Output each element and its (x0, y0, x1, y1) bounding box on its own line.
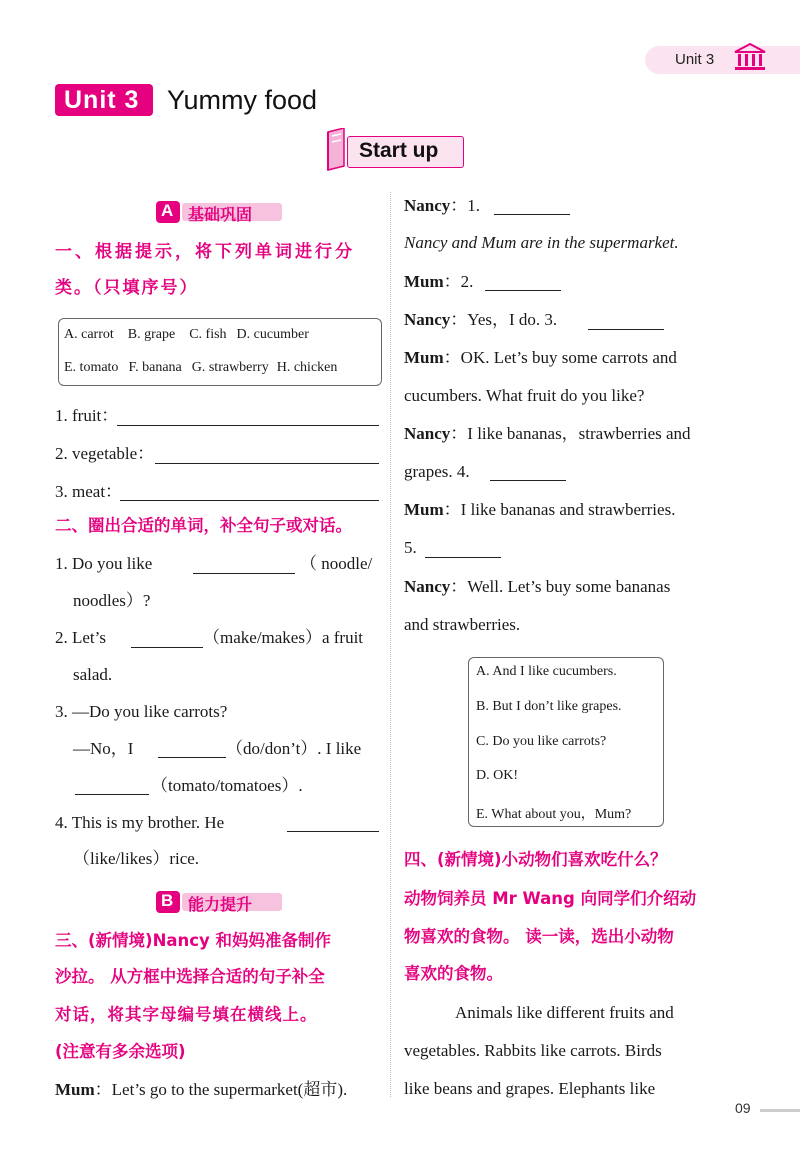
dlg-speaker: Mum (404, 500, 444, 519)
word-tomato: E. tomato (64, 360, 119, 375)
dlg-text: ：Yes，I do. 3. (450, 310, 558, 329)
q1-word-row2 (64, 360, 337, 376)
q4-title-line3: 物喜欢的食物。 读一读，选出小动物 (404, 927, 674, 946)
q3-mum-text: ：Let’s go to the supermarket(超市). (94, 1080, 348, 1099)
q1-word-row1 (64, 327, 309, 343)
dlg-blank-5[interactable] (425, 557, 501, 558)
dlg-blank-1[interactable] (494, 214, 570, 215)
q2-item3-b: —No，I (73, 739, 134, 758)
dlg-speaker: Mum (404, 272, 444, 291)
level-a-label: 基础巩固 (188, 207, 253, 224)
word-grape: B. grape (127, 327, 176, 342)
q1-meat-blank[interactable] (120, 500, 379, 501)
page-number: 09 (735, 1100, 751, 1116)
dlg-line-10 (404, 577, 670, 597)
dlg-line-1 (404, 196, 480, 216)
q1-title-line2: 类。（只填序号） (55, 278, 199, 298)
book-icon (322, 128, 350, 172)
q2-item3-c: （do/don’t）. I like (226, 739, 362, 758)
level-a-letter: A (161, 201, 174, 220)
option-c: C. Do you like carrots? (476, 734, 607, 749)
dlg-text: ：I like bananas，strawberries and (450, 424, 691, 443)
q2-item4-a: 4. This is my brother. He (55, 813, 225, 832)
q3-title-line1: 三、(新情境)Nancy 和妈妈准备制作 (55, 931, 332, 950)
q4-title-line2: 动物饲养员 Mr Wang 向同学们介绍动 (404, 889, 697, 908)
dlg-speaker: Nancy (404, 424, 451, 443)
q4-title-line1: 四、(新情境)小动物们喜欢吃什么？ (404, 850, 667, 869)
dlg-line-6 (404, 424, 691, 444)
word-banana: F. banana (128, 360, 182, 375)
dlg-speaker: Mum (404, 348, 444, 367)
q4-title-line4: 喜欢的食物。 (404, 964, 503, 983)
word-carrot: A. carrot (64, 327, 114, 342)
q2-item3-a: 3. —Do you like carrots? (55, 702, 228, 721)
q3-title-line2: 沙拉。 从方框中选择合适的句子补全 (55, 967, 325, 986)
level-b-label: 能力提升 (188, 897, 253, 914)
q2-item3-d: （tomato/tomatoes）. (151, 776, 303, 795)
q4-para-line3: like beans and grapes. Elephants like (404, 1079, 656, 1098)
dlg-text: ：2. (443, 272, 474, 291)
dlg-text: ：Well. Let’s buy some bananas (450, 577, 671, 596)
dlg-speaker: Nancy (404, 577, 451, 596)
level-b-letter: B (161, 891, 174, 910)
q2-item2-c: salad. (73, 665, 113, 684)
level-b-badge (156, 891, 282, 913)
dlg-line-3 (404, 310, 557, 330)
unit-tab (645, 46, 800, 74)
q3-title-line3: 对话，将其字母编号填在横线上。 (55, 1005, 318, 1024)
unit-badge-label: Unit 3 (64, 86, 140, 114)
q2-item4-b: （like/likes）rice. (73, 849, 200, 868)
q2-item2-a: 2. Let’s (55, 628, 106, 647)
page-title: Yummy food (167, 85, 318, 115)
q1-item-fruit: 1. fruit： (55, 406, 119, 425)
q4-para-line2: vegetables. Rabbits like carrots. Birds (404, 1041, 662, 1060)
q4-para-line1: Animals like different fruits and (455, 1003, 674, 1022)
q1-title-line1: 一、根据提示，将下列单词进行分 (55, 242, 355, 262)
dlg-blank-3[interactable] (588, 329, 664, 330)
q3-mum-line (55, 1080, 347, 1100)
option-b: B. But I don’t like grapes. (476, 699, 622, 714)
q1-item-meat: 3. meat： (55, 482, 123, 501)
word-strawberry: G. strawberry (191, 360, 269, 375)
dlg-line-7: grapes. 4. (404, 462, 470, 481)
word-fish: C. fish (189, 327, 227, 342)
q2-item2-blank[interactable] (131, 647, 203, 648)
q2-item1-blank[interactable] (193, 573, 295, 574)
unit-tab-label: Unit 3 (675, 51, 715, 68)
dlg-line-8 (404, 500, 675, 520)
dlg-line-11: and strawberries. (404, 615, 521, 634)
dlg-blank-2[interactable] (485, 290, 561, 291)
dlg-blank-4[interactable] (490, 480, 566, 481)
q3-mum-speaker: Mum (55, 1080, 95, 1099)
dlg-line-2 (404, 272, 473, 292)
word-chicken: H. chicken (276, 360, 338, 375)
dlg-line-4 (404, 348, 677, 368)
section-title: Start up (359, 139, 439, 162)
dlg-line-5: cucumbers. What fruit do you like? (404, 386, 645, 405)
q2-item1-a: 1. Do you like (55, 554, 153, 573)
q2-item2-b: （make/makes）a fruit (203, 628, 364, 647)
building-icon (733, 42, 767, 72)
q3-title-line4: (注意有多余选项) (55, 1042, 186, 1061)
dlg-speaker: Nancy (404, 196, 451, 215)
dlg-text: ：I like bananas and strawberries. (443, 500, 676, 519)
dlg-text: ：1. (450, 196, 481, 215)
q2-item3-blank2[interactable] (75, 794, 149, 795)
option-a: A. And I like cucumbers. (476, 664, 617, 679)
q1-vegetable-blank[interactable] (155, 463, 379, 464)
dlg-narration: Nancy and Mum are in the supermarket. (404, 233, 679, 252)
column-divider (390, 192, 392, 1097)
option-e: E. What about you，Mum? (476, 807, 632, 822)
q1-item-vegetable: 2. vegetable： (55, 444, 155, 463)
q1-fruit-blank[interactable] (117, 425, 379, 426)
q2-item4-blank[interactable] (287, 831, 379, 832)
option-d: D. OK! (476, 768, 518, 783)
q2-item3-blank1[interactable] (158, 757, 226, 758)
q2-item1-b: （ noodle/ (300, 554, 373, 573)
page-number-bar (760, 1109, 800, 1112)
q2-item1-c: noodles）? (73, 591, 151, 610)
dlg-line-9: 5. (404, 538, 417, 557)
word-cucumber: D. cucumber (236, 327, 309, 342)
dlg-text: ：OK. Let’s buy some carrots and (443, 348, 677, 367)
q2-title: 二、圈出合适的单词，补全句子或对话。 (55, 516, 352, 535)
level-a-badge (156, 201, 282, 223)
dlg-speaker: Nancy (404, 310, 451, 329)
